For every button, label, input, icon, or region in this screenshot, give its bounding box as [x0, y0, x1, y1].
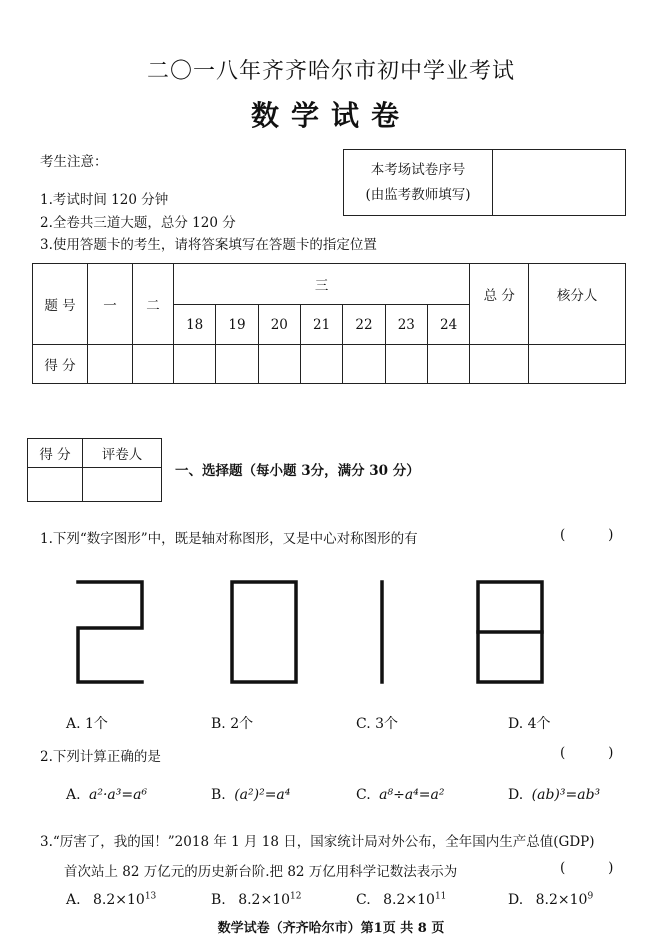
score-cell[interactable] — [88, 345, 133, 384]
option-expression: (ab)³=ab³ — [531, 787, 601, 803]
option-exponent: 9 — [587, 891, 594, 902]
score-table — [32, 263, 626, 384]
subq-header: 20 — [258, 305, 300, 345]
option-expression: (a²)²=a⁴ — [234, 787, 291, 803]
notice-item-3: 3.使用答题卡的考生，请将答案填写在答题卡的指定位置 — [40, 237, 377, 253]
option-label: A. — [66, 892, 81, 908]
option-exponent: 13 — [144, 891, 157, 902]
score-cell[interactable] — [300, 345, 342, 384]
question-2-answer-paren: ( ) — [560, 745, 614, 761]
subq-header: 22 — [343, 305, 385, 345]
subq-header: 21 — [300, 305, 342, 345]
option-label: B. — [211, 787, 226, 803]
question-1-option-a: A. 1个 — [66, 716, 108, 732]
serial-label: 本考场试卷序号 — [370, 161, 466, 178]
section-2-header: 二 — [133, 264, 174, 345]
question-3-option-c — [356, 892, 446, 908]
checker-header: 核分人 — [529, 264, 626, 345]
subq-header: 23 — [385, 305, 427, 345]
score-cell[interactable] — [343, 345, 385, 384]
score-cell[interactable] — [174, 345, 216, 384]
option-base: 8.2×10 — [383, 892, 435, 908]
score-row-label: 得 分 — [33, 345, 88, 384]
subq-header: 18 — [174, 305, 216, 345]
option-exponent: 11 — [434, 891, 447, 902]
page-footer: 数学试卷（齐齐哈尔市）第1页 共 8 页 — [217, 921, 445, 936]
question-1-stem: 1.下列“数字图形”中，既是轴对称图形，又是中心对称图形的有 — [40, 531, 418, 547]
question-3-stem-line2: 首次站上 82 万亿元的历史新台阶.把 82 万亿用科学记数法表示为 — [64, 864, 458, 880]
option-label: D. — [508, 892, 524, 908]
checker-cell[interactable] — [529, 345, 626, 384]
section1-score-label: 得 分 — [28, 439, 83, 468]
option-expression: a⁸÷a⁴=a² — [379, 787, 445, 803]
serial-label-cell — [344, 150, 493, 216]
question-1-answer-paren: ( ) — [560, 527, 614, 543]
digit-2-figure — [78, 582, 142, 682]
subq-header: 24 — [427, 305, 469, 345]
score-cell[interactable] — [427, 345, 469, 384]
score-cell[interactable] — [258, 345, 300, 384]
notice-item-2: 2.全卷共三道大题，总分 120 分 — [40, 215, 236, 231]
section1-score-cell[interactable] — [28, 468, 83, 502]
section1-grading-box — [27, 438, 162, 502]
score-cell[interactable] — [216, 345, 258, 384]
question-3-option-a — [66, 892, 156, 908]
serial-number-box — [343, 149, 626, 216]
total-header: 总 分 — [470, 264, 529, 345]
question-3-option-d — [508, 892, 593, 908]
serial-sublabel: (由监考教师填写) — [365, 186, 471, 203]
option-label: D. — [508, 787, 524, 803]
total-score-cell[interactable] — [470, 345, 529, 384]
section1-grader-label: 评卷人 — [83, 439, 162, 468]
question-1-option-c: C. 3个 — [356, 716, 399, 732]
subject-title: 数学试卷 — [250, 99, 411, 132]
option-label: C. — [356, 787, 371, 803]
exam-title: 二〇一八年齐齐哈尔市初中学业考试 — [146, 59, 515, 84]
score-cell[interactable] — [385, 345, 427, 384]
option-base: 8.2×10 — [93, 892, 145, 908]
notice-heading: 考生注意： — [40, 154, 108, 170]
question-2-option-b — [211, 787, 290, 803]
section1-grader-cell[interactable] — [83, 468, 162, 502]
notice-item-1: 1.考试时间 120 分钟 — [40, 192, 169, 208]
option-base: 8.2×10 — [238, 892, 291, 908]
question-1-option-b: B. 2个 — [211, 716, 254, 732]
section1-heading: 一、选择题（每小题 3分，满分 30 分） — [175, 463, 420, 479]
serial-number-field[interactable] — [493, 150, 626, 216]
score-cell[interactable] — [133, 345, 174, 384]
option-label: A. — [66, 787, 81, 803]
question-3-stem: 3.“厉害了，我的国！”2018 年 1 月 18 日，国家统计局对外公布，全年国内生产总值(GDP) — [40, 834, 595, 850]
question-2-stem: 2.下列计算正确的是 — [40, 749, 161, 765]
question-3-option-b — [211, 892, 301, 908]
digit-figures — [60, 570, 580, 690]
option-base: 8.2×10 — [535, 892, 588, 908]
option-label: B. — [211, 892, 226, 908]
subq-header: 19 — [216, 305, 258, 345]
digit-0-figure — [232, 582, 296, 682]
option-label: C. — [356, 892, 371, 908]
question-2-option-c — [356, 787, 444, 803]
question-1-option-d: D. 4个 — [508, 716, 551, 732]
question-2-option-d — [508, 787, 600, 803]
question-3-answer-paren: ( ) — [560, 860, 614, 876]
section-1-header: 一 — [88, 264, 133, 345]
question-2-option-a — [66, 787, 147, 803]
score-col-label: 题 号 — [33, 264, 88, 345]
option-expression: a²·a³=a⁶ — [89, 787, 148, 803]
section-3-header: 三 — [174, 264, 470, 305]
option-exponent: 12 — [290, 891, 302, 902]
